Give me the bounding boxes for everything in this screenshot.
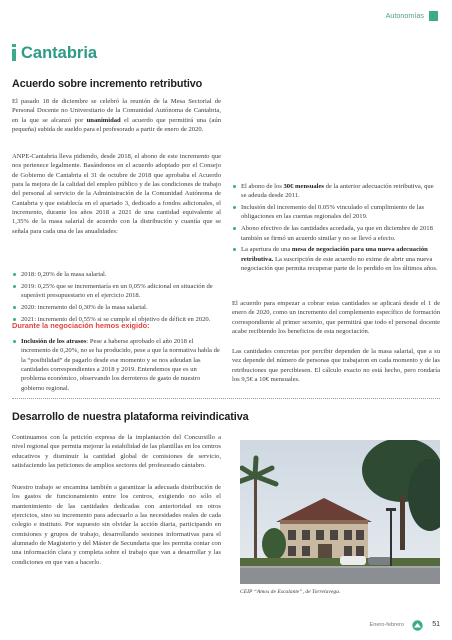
text-run: El abono de los (241, 183, 284, 190)
region-title: Cantabria (21, 44, 98, 62)
list-item: Abono efectivo de las cantidades acordada, ya que en diciembre de 2018 también se firmó un acuerdo similar y no se llevó a efecto. (232, 224, 440, 243)
section-marker (429, 11, 438, 21)
article-heading: Acuerdo sobre incremento retributivo (12, 78, 203, 90)
list-item (12, 337, 221, 393)
list-item: Inclusión del incremento del 0.05% vinculado el cumplimiento de las obligaciones en las cuentas regionales del 2019. (232, 203, 440, 222)
article-paragraph: Nuestro trabajo se encamina también a garantizar la adecuada distribución de los gastos de funcionamiento entre los centros, exigiendo no sólo el mantenimiento de las cantidades dedicadas con anterioridad en otros ejercicios, sino su incremento para adecuarlo a las necesidades reales de cada colegio e instituto. Por supuesto sin olvidar la acción diaria, participando en comisiones y grupos de trabajo, desarrollando sesiones informativas para el alumnado de Magisterio y del Máster de Secundaria que les permita contar con una información clara y completa sobre el trabajo que van a desarrollar y las condiciones en que van a hacerlo. (12, 484, 221, 566)
article-paragraph: El acuerdo para empezar a cobrar estas cantidades se aplicará desde el 1 de enero de 2020, como un incremento del complemento específico de formación correspondiente al primer sexenio, que permitirá que todo el personal docente acabe recibiendo los beneficios de esta negociación. (232, 300, 440, 336)
article-paragraph: Continuamos con la petición expresa de la implantación del Concursillo a nivel regional que permita mejorar la estabilidad de las plantillas en los centros educativos y disminuir la cantidad global de comisiones de servicio, satisfaciendo las peticiones de amplios sectores del profesorado cántabro. (12, 434, 221, 470)
title-marker-top (12, 44, 16, 47)
list-item: 2020: incremento del 0,30% de la masa salarial. (12, 303, 221, 312)
divider (12, 398, 440, 399)
emphasis: mesa de negociación para una nueva adecuación retributiva. (241, 246, 428, 263)
article-heading: Desarrollo de nuestra plataforma reivindicativa (12, 411, 249, 423)
article-paragraph: ANPE-Cantabria lleva pidiendo, desde 2018, el abono de este incremento que nos pertenece legalmente. Basándonos en el acuerdo adoptado por el Consejo de Gobierno de Cantabria el 31 de octubre de 2018 que aprobaba el Acuerdo para la mejora de la calidad del empleo público y de las condiciones de trabajo del personal al servicio de la Administración de la Comunidad Autónoma de Cantabria y que establecía en el apartado 3, dedicado a fondos adicionales, el incremento, durante los años 2018 a 2021 de una cantidad equivalente al 1,35% de la masa salarial de acuerdo con la distribución y cuantía que se señala para cada una de las anualidades: (12, 153, 221, 235)
section-label (348, 10, 438, 24)
list-item: 2018: 0,20% de la masa salarial. (12, 270, 221, 279)
subheading: Durante la negociación hemos exigido: (12, 321, 150, 330)
page-footer (340, 620, 440, 632)
year-list (12, 270, 221, 326)
section-name: Autonomías (385, 11, 424, 20)
demand-list-right (232, 182, 440, 276)
article-paragraph: Las cantidades concretas por percibir dependen de la masa salarial, que a su vez depende del número de personas que trabajaron en cada momento y de las retribuciones que percibiesen. El cálculo exacto no está hecho, pero rondaría los 9,5€ a 10€ mensuales. (232, 348, 440, 384)
text-run: La suscripción de este acuerdo no exime de abrir una nueva negociación que permita recuperar parte de lo perdido en los últimos años. (241, 255, 438, 272)
text-run: El pasado 18 de diciembre se celebró la reunión de la Mesa Sectorial de Personal Docente no Universitario de la Comunidad Autónoma de Cantabria, en la que se alcanzó por (12, 98, 221, 124)
list-item (232, 182, 440, 201)
list-item: 2021: incremento del 0,55% si se cumple el objetivo de déficit en 2020. (12, 315, 221, 324)
school-photo-illustration (240, 440, 440, 584)
school-photo (240, 440, 440, 584)
emphasis: Inclusión de los atrasos (21, 338, 87, 345)
text-run: : Pese a haberse aprobado el año 2018 el incremento de 0,20%, no se ha producido, pese a que la normativa habla de la “posibilidad” de pagarlo desde ese momento y se nos adeudan las cantidades correspondientes a 2018 y 2019. Entendemos que es un problema económico, observando los derroteros de gasto de nuestro gobierno regional. (21, 338, 220, 392)
page-number: 51 (432, 621, 440, 628)
anpe-logo-icon (411, 620, 424, 631)
issue-date: Enero-febrero (369, 622, 404, 628)
demand-list-left (12, 337, 221, 395)
emphasis: 30€ mensuales (283, 183, 324, 190)
article-paragraph (12, 97, 221, 134)
title-marker (12, 49, 16, 61)
text-run: La apertura de una (241, 246, 292, 254)
list-item: 2019: 0,25% que se incrementaría en un 0,05% adicional en situación de superávit presupuestario en el ejercicio 2018. (12, 282, 221, 301)
emphasis: unanimidad (86, 116, 121, 124)
list-item (232, 245, 440, 273)
photo-caption: CEIP “Amos de Escalante”, de Torrelavega. (240, 589, 341, 595)
text-run: el acuerdo que permitirá una (aún pequeña) subida de sueldo para el profesorado a partir de enero de 2020. (12, 116, 221, 134)
text-run: de la anterior adecuación retributiva, que se adeuda desde 2011. (241, 183, 434, 200)
